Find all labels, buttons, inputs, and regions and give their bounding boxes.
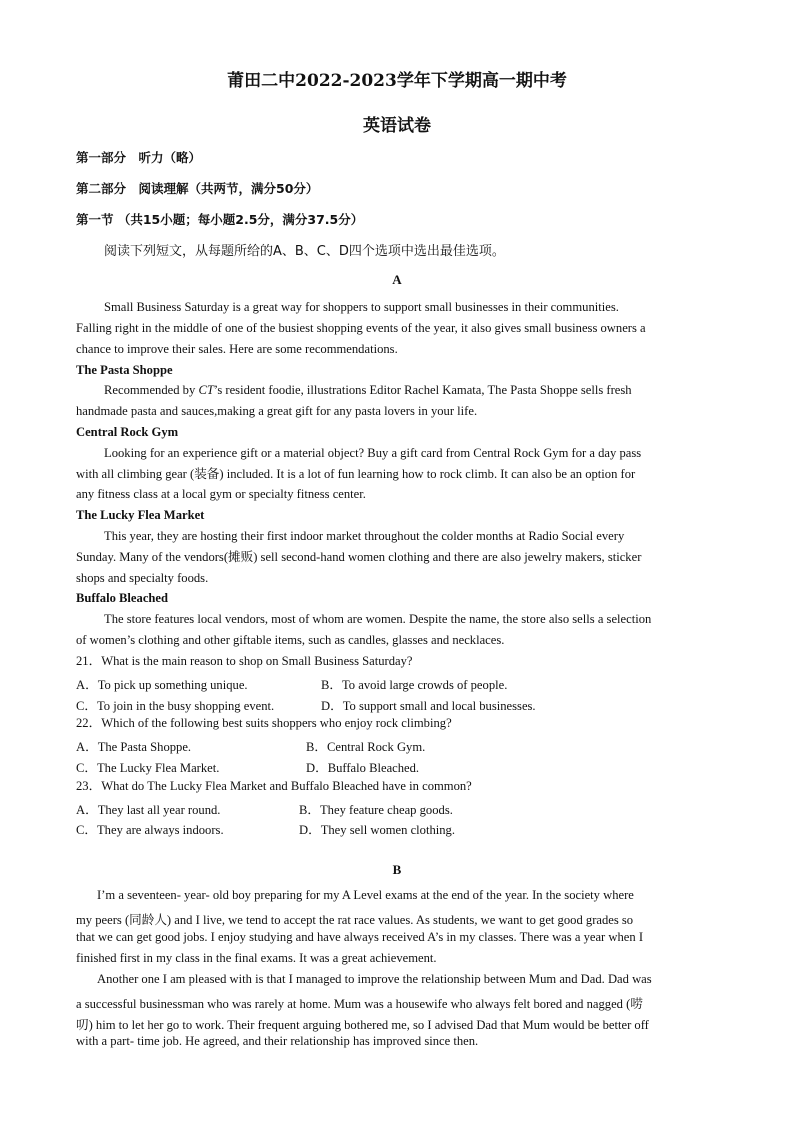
q23-option-b[interactable]: B．They feature cheap goods. xyxy=(299,803,453,817)
shop-text-line: The store features local vendors, most of whom are women. Despite the name, the store also sells a selection xyxy=(104,612,652,626)
question-23: 23．What do The Lucky Flea Market and Buffalo Bleached have in common? xyxy=(76,779,472,793)
q21-option-a[interactable]: A．To pick up something unique. xyxy=(76,678,248,692)
passage-a-intro-line: Falling right in the middle of one of the busiest shopping events of the year, it also gives small business owners a xyxy=(76,321,646,335)
q22-option-b[interactable]: B．Central Rock Gym. xyxy=(306,740,426,754)
passage-b-line: that we can get good jobs. I enjoy studying and have always received A’s in my classes. There was a year when I xyxy=(76,930,644,944)
passage-b-line: Another one I am pleased with is that I managed to improve the relationship between Mum and Dad. Dad was xyxy=(97,972,652,986)
passage-b-line: I’m a seventeen- year- old boy preparing for my A Level exams at the end of the year. In the society where xyxy=(97,888,634,902)
shop-heading-pasta: The Pasta Shoppe xyxy=(76,363,173,377)
shop-text-line: shops and specialty foods. xyxy=(76,571,209,585)
part2-heading: 第二部分 阅读理解（共两节，满分50分） xyxy=(76,181,319,196)
exam-subtitle: 英语试卷 xyxy=(363,116,431,136)
passage-b-line: finished first in my class in the final exams. It was a great achievement. xyxy=(76,951,437,965)
q22-option-d[interactable]: D．Buffalo Bleached. xyxy=(306,761,420,775)
section1-heading: 第一节 （共15小题；每小题2.5分，满分37.5分） xyxy=(76,212,364,227)
part1-heading: 第一部分 听力（略） xyxy=(76,150,202,165)
q22-option-a[interactable]: A．The Pasta Shoppe. xyxy=(76,740,192,754)
q21-option-d[interactable]: D．To support small and local businesses. xyxy=(321,699,536,713)
passage-b-line: a successful businessman who was rarely at home. Mum was a housewife who always felt bored and nagged (唠 xyxy=(76,997,643,1011)
shop-heading-gym: Central Rock Gym xyxy=(76,425,179,439)
passage-b-line: 叨) him to let her go to work. Their frequent arguing bothered me, so I advised Dad that Mum would be better off xyxy=(76,1018,649,1032)
passage-a-intro-line: chance to improve their sales. Here are some recommendations. xyxy=(76,342,398,356)
passage-b-line: with a part- time job. He agreed, and their relationship has improved since then. xyxy=(76,1034,479,1048)
shop-text-line: This year, they are hosting their first indoor market throughout the colder months at Radio Social every xyxy=(104,529,625,543)
passage-b-line: my peers (同龄人) and I live, we tend to accept the rat race values. As students, we want to get good grades so xyxy=(76,913,634,927)
shop-text-line: any fitness class at a local gym or specialty fitness center. xyxy=(76,487,366,501)
passage-a-label: A xyxy=(392,272,402,287)
exam-title: 莆田二中2022-2023学年下学期高一期中考 xyxy=(227,71,567,91)
shop-text-line: Looking for an experience gift or a material object? Buy a gift card from Central Rock Gym for a day pass xyxy=(104,446,642,460)
shop-heading-flea-market: The Lucky Flea Market xyxy=(76,508,205,522)
question-21: 21．What is the main reason to shop on Small Business Saturday? xyxy=(76,654,413,668)
shop-text-line: Recommended by CT’s resident foodie, illustrations Editor Rachel Kamata, The Pasta Shoppe sells fresh xyxy=(104,383,632,397)
shop-text-line: Sunday. Many of the vendors(摊贩) sell second-hand women clothing and there are also jewelry makers, sticker xyxy=(76,550,642,564)
q23-option-c[interactable]: C．They are always indoors. xyxy=(76,823,224,837)
passage-a-intro-line: Small Business Saturday is a great way for shoppers to support small businesses in their communities. xyxy=(104,300,619,314)
q22-option-c[interactable]: C．The Lucky Flea Market. xyxy=(76,761,220,775)
shop-text-line: of women’s clothing and other giftable items, such as candles, glasses and necklaces. xyxy=(76,633,505,647)
q21-option-c[interactable]: C．To join in the busy shopping event. xyxy=(76,699,275,713)
shop-heading-buffalo: Buffalo Bleached xyxy=(76,591,169,605)
shop-text-line: with all climbing gear (装备) included. It is a lot of fun learning how to rock climb. It can also be an option for xyxy=(76,467,636,481)
passage-b-label: B xyxy=(392,862,402,877)
instruction-text: 阅读下列短文，从每题所给的A、B、C、D四个选项中选出最佳选项。 xyxy=(104,244,505,259)
q21-option-b[interactable]: B．To avoid large crowds of people. xyxy=(321,678,508,692)
shop-text-line: handmade pasta and sauces,making a great gift for any pasta lovers in your life. xyxy=(76,404,478,418)
q23-option-d[interactable]: D．They sell women clothing. xyxy=(299,823,455,837)
question-22: 22．Which of the following best suits shoppers who enjoy rock climbing? xyxy=(76,716,452,730)
q23-option-a[interactable]: A．They last all year round. xyxy=(76,803,221,817)
